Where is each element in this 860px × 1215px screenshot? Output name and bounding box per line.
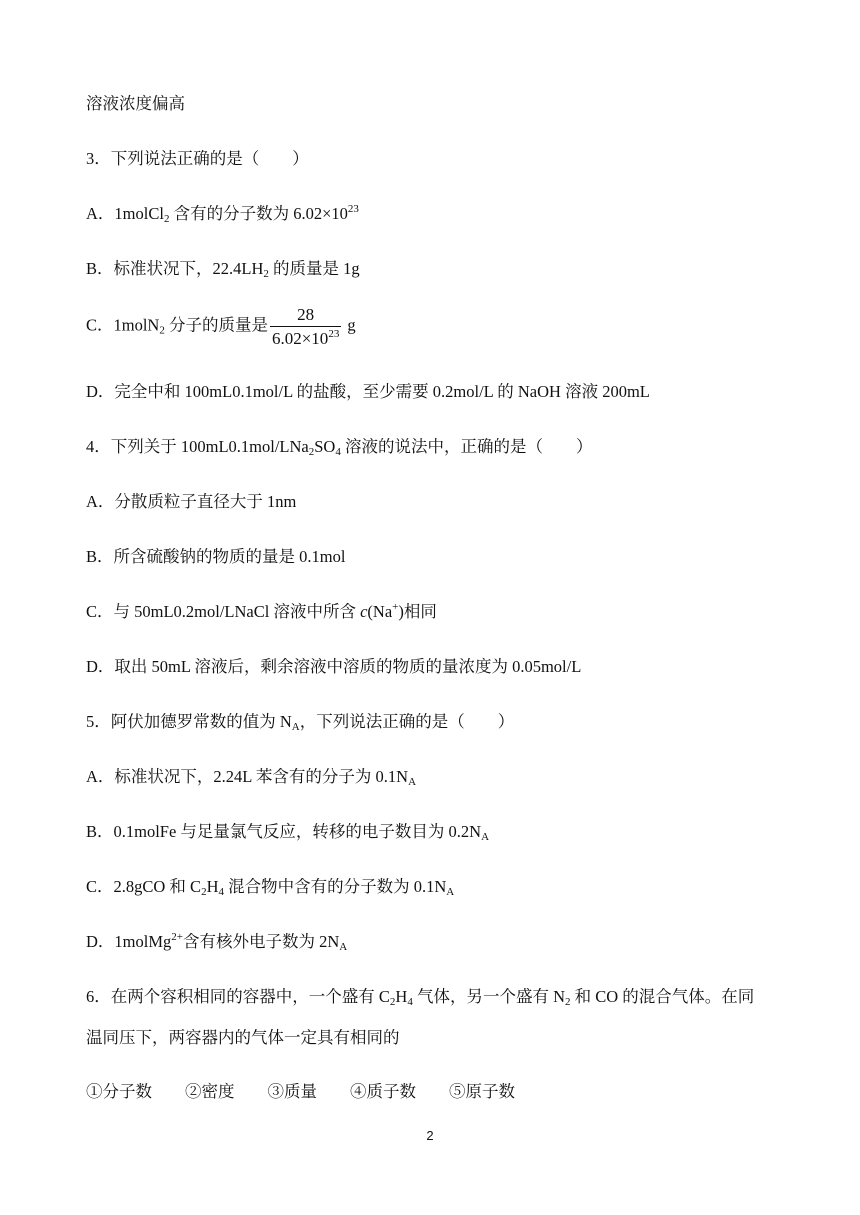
question-4-option-b: B．所含硫酸钠的物质的量是 0.1mol	[86, 547, 346, 566]
question-3-option-b: B．标准状况下，$22.4LH_2$ 的质量是 1g	[86, 259, 360, 280]
mass-fraction: $\frac{28}{6.02\times 10^{23}}$	[271, 305, 340, 348]
text-line-continuation: 溶液浓度偏高	[86, 94, 185, 113]
question-3-option-d: D．完全中和 100mL0.1mol/L 的盐酸，至少需要 0.2mol/L 的 NaOH 溶液 200mL	[86, 382, 650, 401]
question-5-option-a: A．标准状况下，2.24L 苯含有的分子为 $0.1N_A$	[86, 767, 417, 788]
page-number: 2	[426, 1128, 434, 1143]
question-6-stem-line1: 6．在两个容积相同的容器中，一个盛有 $C_2H_4$ 气体，另一个盛有 $N_2$ 和 CO 的混合气体。在同	[86, 987, 755, 1008]
question-6-stem-line2: 温同压下，两容器内的气体一定具有相同的	[86, 1028, 400, 1047]
question-5-option-c: C．2.8gCO 和 $C_2H_4$ 混合物中含有的分子数为 $0.1N_A$	[86, 877, 455, 898]
question-3-option-c: C．1molN$_2$ 分子的质量是 $\frac{28}{6.02\times 10^{23}}$ g	[86, 305, 356, 348]
question-4-option-d: D．取出 50mL 溶液后，剩余溶液中溶质的物质的量浓度为 0.05mol/L	[86, 657, 582, 676]
question-3-stem: 3．下列说法正确的是（ ）	[86, 149, 309, 168]
question-4-option-a: A．分散质粒子直径大于 1nm	[86, 492, 297, 511]
question-4-stem: 4．下列关于 $100mL0.1mol/LNa_2SO_4$ 溶液的说法中，正确的是（ ）	[86, 437, 593, 458]
question-5-stem: 5．阿伏加德罗常数的值为 $N_A$，下列说法正确的是（ ）	[86, 712, 515, 733]
question-5-option-d: D．1molMg$^{2+}$含有核外电子数为 $2N_A$	[86, 931, 348, 953]
question-4-option-c: C．与 50mL0.2mol/LNaCl 溶液中所含 c(Na+)相同	[86, 601, 437, 621]
question-6-options: ①分子数 ②密度 ③质量 ④质子数 ⑤原子数	[86, 1082, 515, 1101]
question-3-option-a: A．1molCl$_2$ 含有的分子数为 $6.02\times 10^{23}$	[86, 203, 359, 225]
question-5-option-b: B．0.1molFe 与足量氯气反应，转移的电子数目为 $0.2N_A$	[86, 822, 490, 843]
